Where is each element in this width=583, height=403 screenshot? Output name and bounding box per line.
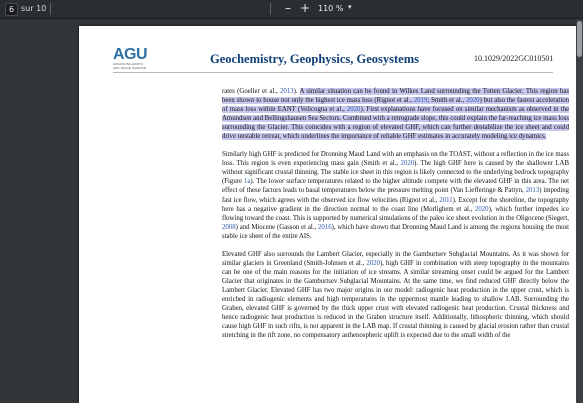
article-body xyxy=(222,87,569,349)
text-run: ), which have shown that Dronning Maud Land is among the regions housing the most stable ice sheet of the entire AIS. xyxy=(222,223,569,240)
zoom-out-button[interactable]: – xyxy=(285,1,291,15)
scrollbar-thumb[interactable] xyxy=(577,21,582,57)
page-total-label: sur 10 xyxy=(21,4,47,13)
text-run: ) and Miocene (Gasson et al., xyxy=(235,223,318,231)
page-number-input[interactable]: 6 xyxy=(5,3,18,16)
logo-mark: AGU xyxy=(113,46,148,63)
logo-subtitle-2: AND SPACE SCIENCE xyxy=(113,65,146,70)
citation-link[interactable]: 2016 xyxy=(318,223,332,231)
text-run: A similar situation can be found in Wilkes Land surrounding the Totten Glacier. This region has been shown to house not only the highest ice mass loss (Rignot et al., xyxy=(222,88,569,105)
pdf-toolbar xyxy=(0,0,583,19)
citation-link[interactable]: 2020 xyxy=(474,205,489,213)
paragraph xyxy=(222,150,569,240)
vertical-scrollbar[interactable] xyxy=(576,19,583,403)
logo-subtitle-1: ADVANCING EARTH xyxy=(113,62,144,66)
citation-link[interactable]: 2020 xyxy=(346,106,361,114)
agu-logo xyxy=(113,47,159,70)
citation-link[interactable]: 2013 xyxy=(279,88,294,95)
toolbar-divider xyxy=(50,3,51,15)
paragraph xyxy=(222,250,569,340)
citation-link[interactable]: 2020 xyxy=(400,160,415,168)
pdf-page xyxy=(79,26,583,403)
header-rule xyxy=(113,72,553,73)
citation-link[interactable]: 1a xyxy=(244,178,251,186)
text-run: ). xyxy=(293,88,300,95)
zoom-in-button[interactable]: + xyxy=(299,1,311,15)
text-run: ) but also the fastest acceleration of mass loss within EANT (Velicogna et al., xyxy=(222,97,570,114)
citation-link[interactable]: 2013 xyxy=(525,187,540,195)
toolbar-divider xyxy=(270,3,271,15)
citation-link[interactable]: 2011 xyxy=(439,196,453,204)
citation-link[interactable]: 2020 xyxy=(465,97,480,105)
text-run: ). The high GHF here is caused by the shallower LAB without significant crustal thinning. The stable ice sheet in this region is likely connected to the underlying bedrock topography (Figure xyxy=(222,160,569,186)
text-run: ). Except for the shoreline, the topography here has a negative gradient in the direction normal to the coast line (Morlighem et al., xyxy=(222,196,569,213)
text-run: ), which further impedes ice flowing toward the coast. This is supported by numerical simulations of the paleo ice sheet evolution in the Oligocene (Siegert, xyxy=(222,205,569,222)
journal-title: Geochemistry, Geophysics, Geosystems xyxy=(210,52,420,66)
citation-link[interactable]: 2019 xyxy=(413,97,428,105)
zoom-dropdown-icon[interactable]: ▾ xyxy=(348,3,352,11)
text-run: ), high GHF in combination with steep topography in the mountains can be one of the main reasons for the initiation of ice streams. A similar streaming onset could be argued for the Lambert Glacier that originates in the Gamburtsev Subglacial Mountains. At the same time, we find reduced GHF directly below the Lambert Glacier. Elevated GHF has two major origins in our model: radiogenic heat production in the upper crust, which is enriched in radiogenic elements and high temperatures in the uppermost mantle leading to shallow LAB. Surrounding the Graben, elevated GHF is governed by the thick upper crust with elevated radiogenic heat production. Crustal thickness and hence radiogenic heat production is reduced in the Graben structure itself. Additionally, lithospheric thinning, which should cause high GHF in such rifts, is not apparent in the LAB map. If crustal thinning is caused by glacial erosion rather than crustal stretching in the rift zone, no compensatory asthenospheric uplift is expected due to the small width of the xyxy=(222,259,569,340)
text-run: ). The lower surface temperatures related to the higher altitude compete with the elevated GHF in this area. The net effect of these factors leads to basal temperatures below the pressure melting point (Van Liefferinge & Pattyn, xyxy=(222,178,569,195)
zoom-level-input[interactable]: 110 % xyxy=(318,4,344,13)
citation-link[interactable]: 2008 xyxy=(222,223,236,231)
paragraph xyxy=(222,87,569,141)
text-run: Similarly high GHF is predicted for Dronning Maud Land with an emphasis on the TOAST, without a reflection in the ice mass loss. This region is even experiencing mass gain (Smith et al., xyxy=(222,151,569,168)
text-run: ) impeding fast ice flow, which agrees with the observed ice flow velocities (Rignot et al., xyxy=(222,187,569,204)
citation-link[interactable]: 2020 xyxy=(366,259,380,267)
text-run: rates (Goeller et al., xyxy=(222,88,280,95)
text-run: Elevated GHF also surrounds the Lambert Glacier, especially in the Gamburtsev Subglacial Mountains. As it was shown for similar glaciers in Greenland (Smith-Johnsen et al., xyxy=(222,250,569,267)
doi-label: 10.1029/2022GC010501 xyxy=(474,54,554,63)
text-run: ). First explanations have focused on similar mechanism as observed in the Amundsen and Bellingshausen Sea Sectors. Combined with a retrograde slope, this could explain the far-reaching ice mass loss surrounding the Glacier. This coincides with a region of elevated GHF, which can further destabilize the ice sheet and could drive unstable retreat, which underlines the importance of reliable GHF estimates in accurately modeling ice dynamics. xyxy=(222,106,569,141)
text-run: ; Smith et al., xyxy=(427,97,466,105)
